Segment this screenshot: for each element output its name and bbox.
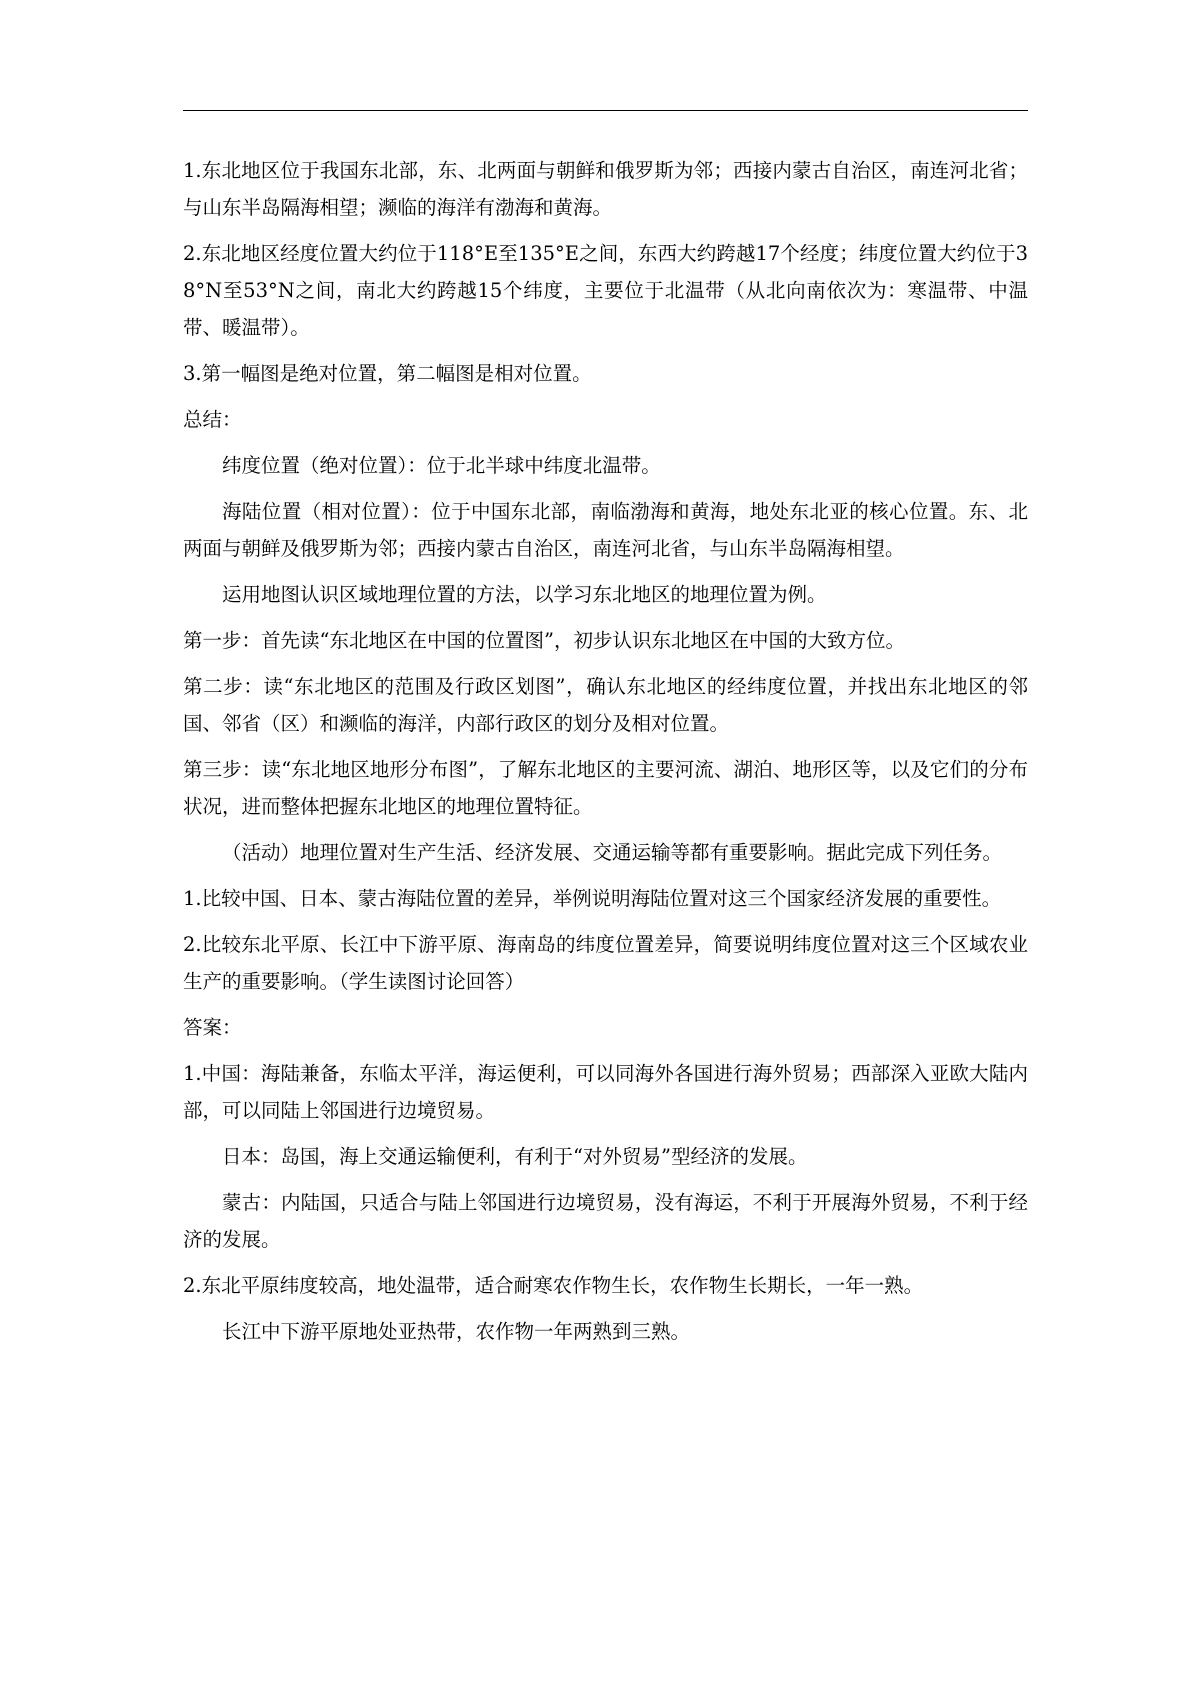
paragraph-1: 1.东北地区位于我国东北部，东、北两面与朝鲜和俄罗斯为邻；西接内蒙古自治区，南连河北省；与山东半岛隔海相望；濒临的海洋有渤海和黄海。 xyxy=(183,159,1028,219)
paragraph-answer-yangtze-plain: 长江中下游平原地处亚热带，农作物一年两熟到三熟。 xyxy=(222,1320,691,1343)
summary-heading: 总结： xyxy=(183,408,242,431)
header-rule xyxy=(183,110,1028,111)
paragraph-2: 2.东北地区经度位置大约位于118°E至135°E之间，东西大约跨越17个经度；纬度位置大约位于38°N至53°N之间，南北大约跨越15个纬度，主要位于北温带（从北向南依次为：寒温带、中温带、暖温带）。 xyxy=(183,242,1028,339)
answer-heading: 答案： xyxy=(183,1016,242,1039)
paragraph-answer-mongolia: 蒙古：内陆国，只适合与陆上邻国进行边境贸易，没有海运，不利于开展海外贸易，不利于经济的发展。 xyxy=(183,1191,1028,1251)
paragraph-task-1: 1.比较中国、日本、蒙古海陆位置的差异，举例说明海陆位置对这三个国家经济发展的重要性。 xyxy=(183,887,1002,910)
paragraph-task-2: 2.比较东北平原、长江中下游平原、海南岛的纬度位置差异，简要说明纬度位置对这三个区域农业生产的重要影响。（学生读图讨论回答） xyxy=(183,933,1028,993)
paragraph-step-2: 第二步：读“东北地区的范围及行政区划图”，确认东北地区的经纬度位置，并找出东北地区的邻国、邻省（区）和濒临的海洋，内部行政区的划分及相对位置。 xyxy=(183,675,1028,735)
document-body xyxy=(183,152,1028,1359)
paragraph-latitude-position: 纬度位置（绝对位置）：位于北半球中纬度北温带。 xyxy=(222,454,661,477)
paragraph-land-sea-position: 海陆位置（相对位置）：位于中国东北部，南临渤海和黄海，地处东北亚的核心位置。东、北两面与朝鲜及俄罗斯为邻；西接内蒙古自治区，南连河北省，与山东半岛隔海相望。 xyxy=(183,500,1028,560)
paragraph-answer-japan: 日本：岛国，海上交通运输便利，有利于“对外贸易”型经济的发展。 xyxy=(222,1145,808,1168)
paragraph-activity: （活动）地理位置对生产生活、经济发展、交通运输等都有重要影响。据此完成下列任务。 xyxy=(222,841,1003,864)
paragraph-step-3: 第三步：读“东北地区地形分布图”，了解东北地区的主要河流、湖泊、地形区等，以及它们的分布状况，进而整体把握东北地区的地理位置特征。 xyxy=(183,758,1028,818)
paragraph-answer-northeast-plain: 2.东北平原纬度较高，地处温带，适合耐寒农作物生长，农作物生长期长，一年一熟。 xyxy=(183,1274,924,1297)
paragraph-step-1: 第一步：首先读“东北地区在中国的位置图”，初步认识东北地区在中国的大致方位。 xyxy=(183,629,905,652)
paragraph-method-intro: 运用地图认识区域地理位置的方法，以学习东北地区的地理位置为例。 xyxy=(222,583,827,606)
paragraph-3: 3.第一幅图是绝对位置，第二幅图是相对位置。 xyxy=(183,362,592,385)
paragraph-answer-china: 1.中国：海陆兼备，东临太平洋，海运便利，可以同海外各国进行海外贸易；西部深入亚欧大陆内部，可以同陆上邻国进行边境贸易。 xyxy=(183,1062,1028,1122)
